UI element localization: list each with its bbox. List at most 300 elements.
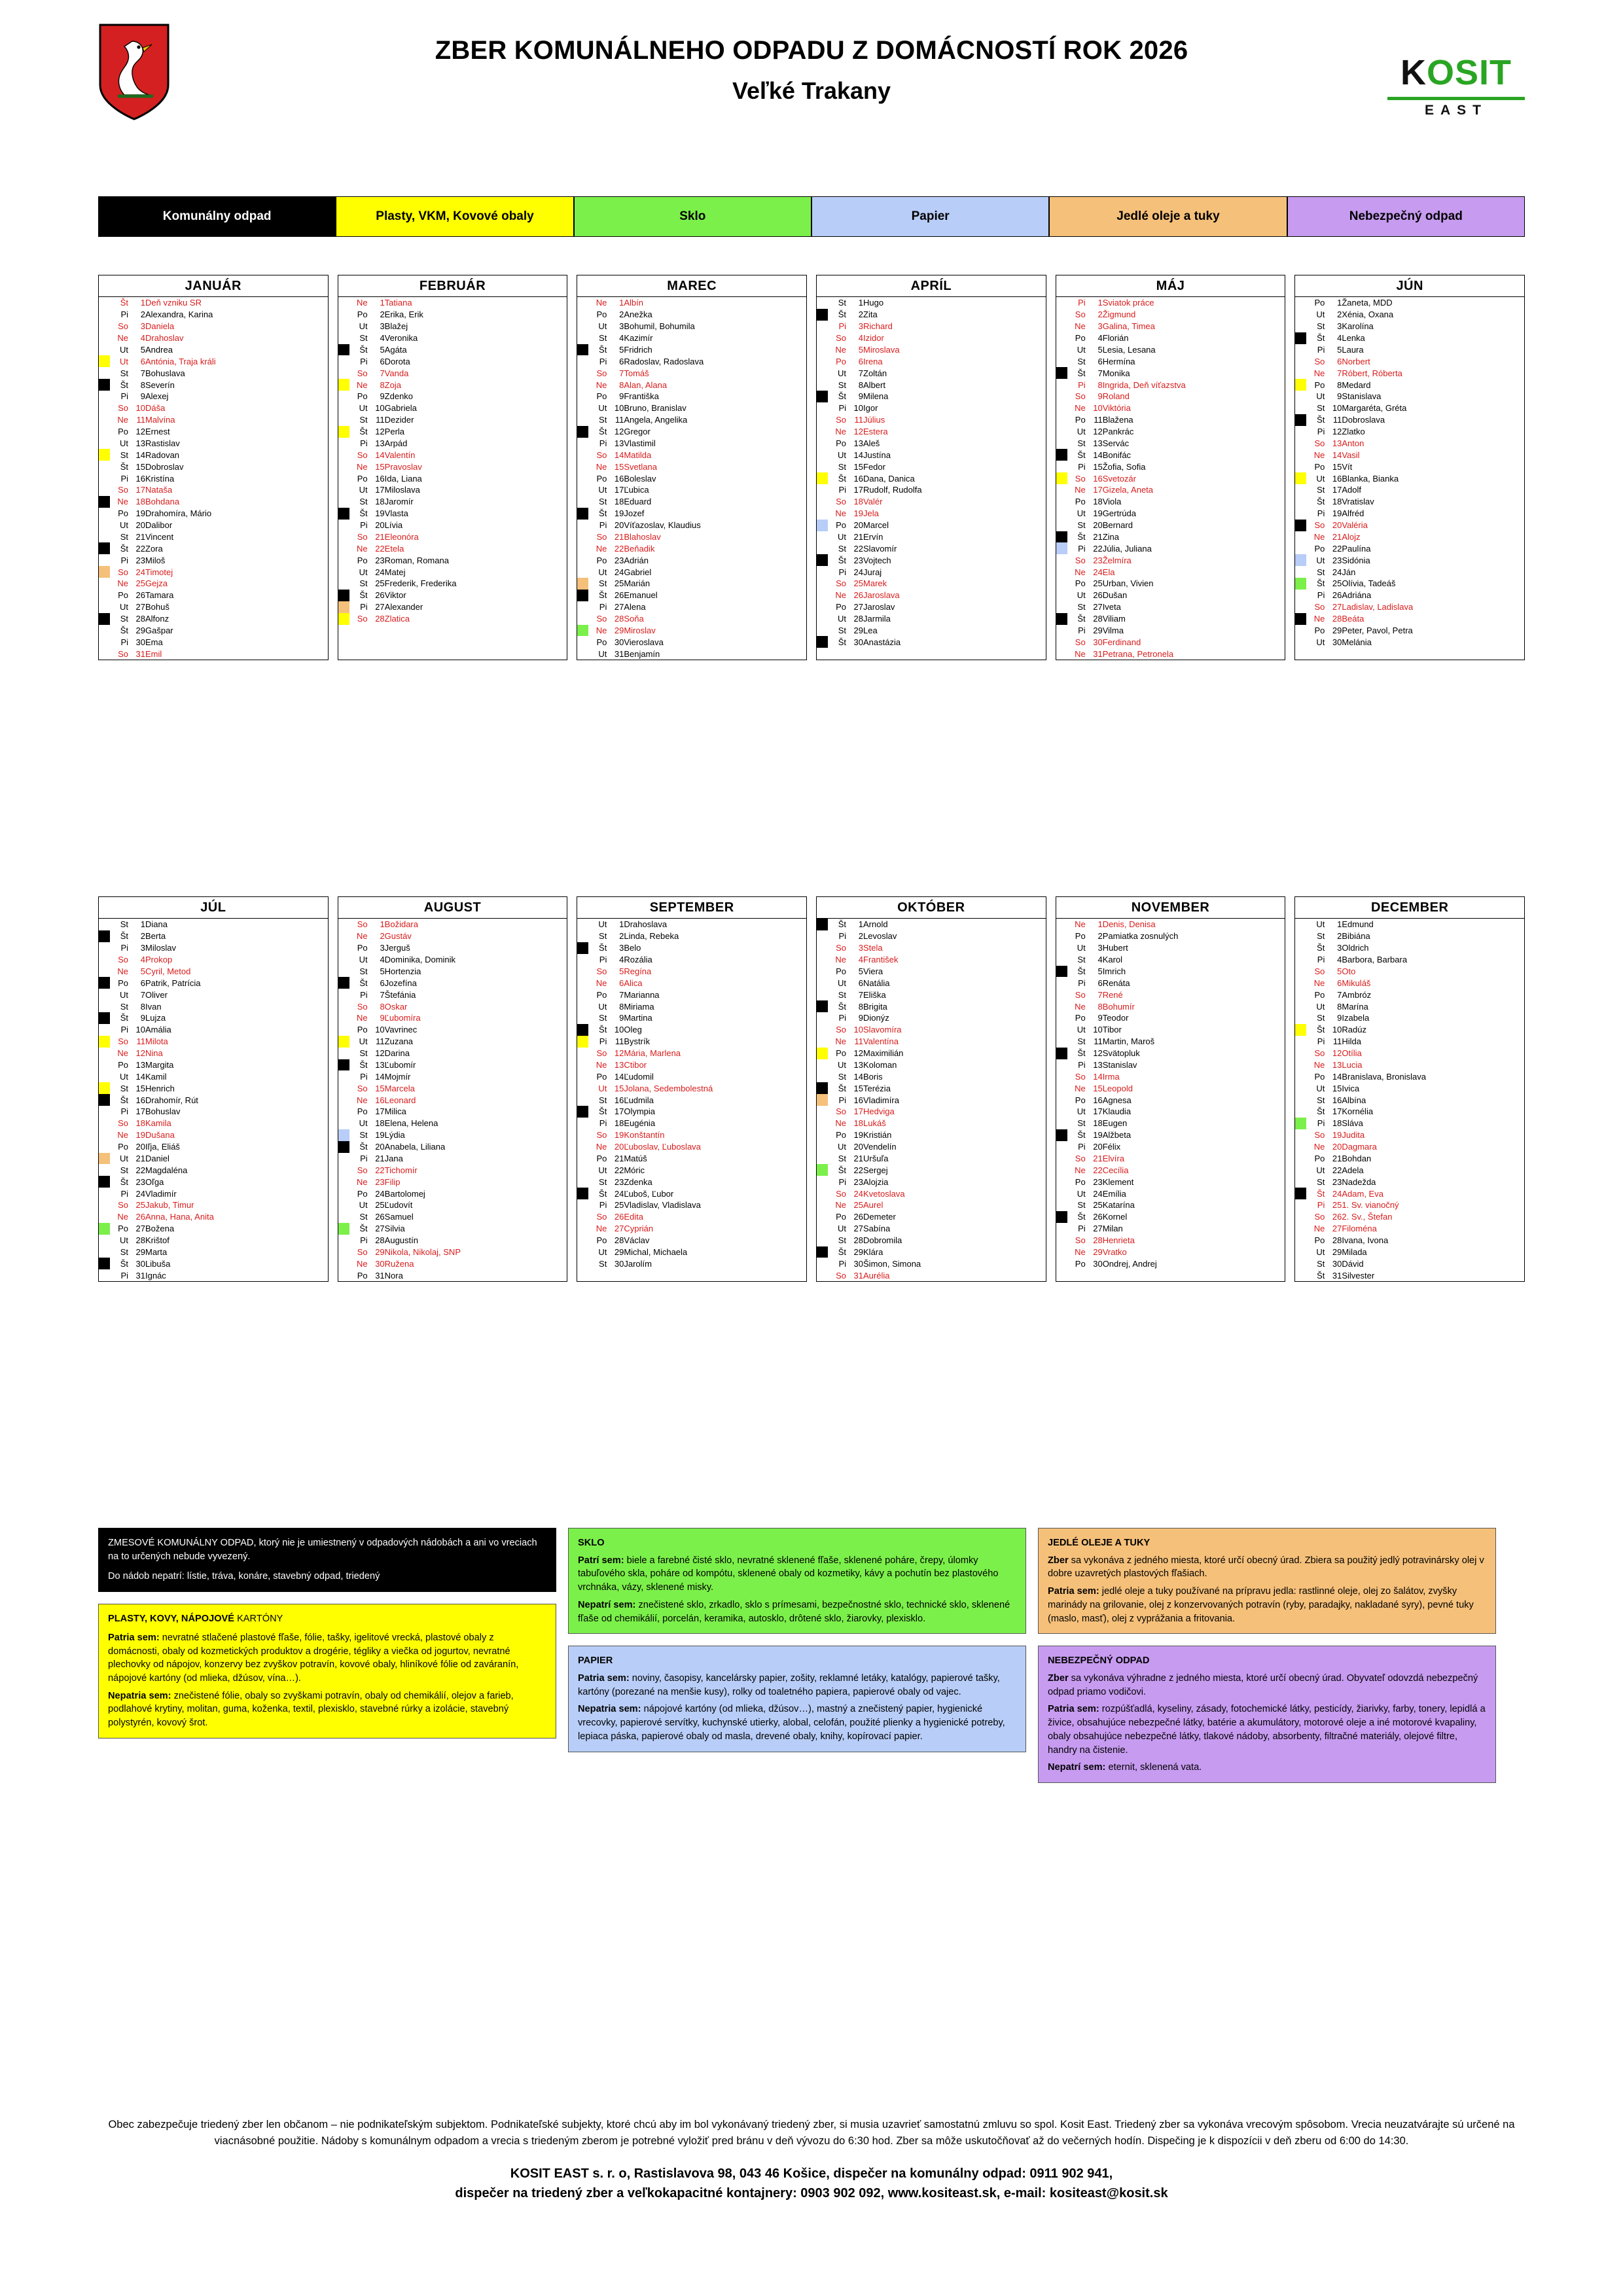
weekday-label: Ne (117, 1048, 128, 1059)
collection-marker (1295, 391, 1306, 402)
day-number: 31 (135, 1270, 145, 1280)
paper-belongs-label: Patria sem: (578, 1673, 630, 1684)
collection-marker (817, 1188, 828, 1199)
nameday-label: Jolana, Sedembolestná (624, 1083, 713, 1093)
nameday-label: Vladimír (145, 1188, 177, 1199)
weekday-label: Št (838, 1001, 847, 1012)
weekday-label: Ut (120, 602, 128, 612)
day-number: 27 (614, 602, 624, 612)
day-row (577, 297, 806, 309)
day-row (99, 1211, 328, 1223)
collection-marker (338, 379, 349, 391)
day-number: 15 (135, 461, 145, 472)
day-number: 3 (380, 943, 385, 953)
weekday-label: St (1317, 1095, 1325, 1105)
weekday-label: Pi (838, 403, 847, 414)
day-row (817, 321, 1046, 332)
nameday-label: Milan (1102, 1224, 1123, 1234)
day-number: 20 (614, 1142, 624, 1152)
day-number: 8 (619, 380, 624, 390)
day-number: 23 (375, 1176, 385, 1187)
nameday-label: Ondrej, Andrej (1102, 1258, 1157, 1269)
day-row (338, 1024, 567, 1036)
day-row (1295, 1176, 1524, 1188)
nameday-label: Nadežda (1342, 1176, 1376, 1187)
day-row (99, 531, 328, 543)
day-row (1056, 636, 1285, 648)
weekday-label: St (1077, 520, 1086, 531)
day-row (99, 1012, 328, 1024)
weekday-label: Št (599, 590, 607, 601)
day-row (99, 966, 328, 978)
collection-marker (1295, 954, 1306, 966)
day-row (1056, 1235, 1285, 1246)
nameday-label: Vlastimil (624, 438, 656, 448)
day-number: 25 (1332, 1200, 1342, 1210)
day-number: 11 (1332, 415, 1342, 425)
day-number: 23 (853, 1176, 864, 1187)
weekday-label: Ne (835, 427, 847, 437)
collection-marker (99, 297, 110, 309)
day-number: 15 (1332, 1083, 1342, 1093)
day-row (1056, 989, 1285, 1000)
nameday-label: Branislava, Bronislava (1342, 1071, 1426, 1082)
day-row (338, 1094, 567, 1106)
day-number: 11 (615, 1036, 624, 1047)
paper-not-label: Nepatria sem: (578, 1704, 641, 1715)
weekday-label: Po (118, 590, 128, 601)
day-number: 16 (1093, 473, 1103, 484)
weekday-label: Pi (599, 955, 607, 965)
collection-marker (338, 1223, 349, 1235)
weekday-label: Po (596, 555, 607, 565)
day-row (99, 1188, 328, 1199)
day-row (1056, 590, 1285, 601)
day-row (1056, 1199, 1285, 1211)
day-number: 12 (135, 1048, 145, 1059)
nameday-label: Bartolomej (384, 1188, 425, 1199)
day-row (1295, 1269, 1524, 1281)
day-row (817, 954, 1046, 966)
weekday-label: So (836, 415, 847, 425)
collection-marker (577, 426, 588, 438)
weekday-label: Ut (1316, 1165, 1325, 1175)
day-row (817, 977, 1046, 989)
collection-marker (1295, 1059, 1306, 1071)
weekday-label: Št (838, 309, 847, 320)
weekday-label: Ut (1316, 919, 1325, 930)
weekday-label: Pi (1078, 1059, 1086, 1070)
day-number: 6 (1097, 356, 1103, 366)
weekday-label: Ne (117, 1130, 128, 1140)
day-number: 30 (1093, 1258, 1103, 1269)
day-row (817, 613, 1046, 625)
weekday-label: So (1314, 1130, 1325, 1140)
weekday-label: Št (120, 1013, 128, 1023)
day-row (577, 332, 806, 344)
weekday-label: Po (596, 637, 607, 647)
day-number: 26 (135, 590, 145, 601)
nameday-label: Jana (384, 1153, 403, 1163)
day-row (1295, 554, 1524, 566)
weekday-label: St (359, 578, 368, 589)
day-number: 23 (135, 555, 145, 565)
weekday-label: Po (1314, 625, 1325, 635)
nameday-label: Vanda (384, 368, 409, 378)
nameday-label: Dobromila (863, 1235, 902, 1246)
nameday-label: Róbert, Róberta (1342, 368, 1402, 378)
weekday-label: Ne (1075, 485, 1086, 495)
collection-marker (817, 1000, 828, 1012)
day-number: 21 (375, 531, 385, 542)
weekday-label: Pi (1078, 298, 1086, 308)
collection-marker (577, 1199, 588, 1211)
collection-marker (1295, 531, 1306, 543)
day-number: 12 (1332, 427, 1342, 437)
weekday-label: St (838, 1153, 847, 1163)
month-jún (1294, 275, 1525, 660)
collection-marker (1056, 1082, 1067, 1094)
collection-marker (577, 590, 588, 601)
day-row (1295, 954, 1524, 966)
collection-marker (338, 426, 349, 438)
collection-marker (817, 426, 828, 438)
collection-marker (577, 1059, 588, 1071)
month-marec (577, 275, 807, 660)
collection-marker (338, 1258, 349, 1269)
day-number: 25 (1093, 1200, 1103, 1210)
weekday-label: St (838, 461, 847, 472)
nameday-label: Fedor (863, 461, 885, 472)
collection-marker (338, 590, 349, 601)
month-február (338, 275, 568, 660)
collection-marker (817, 438, 828, 450)
weekday-label: Pi (838, 1095, 847, 1105)
weekday-label: Pi (360, 989, 368, 1000)
logo-osit-letters: OSIT (1426, 53, 1512, 92)
collection-marker (338, 1106, 349, 1118)
nameday-label: Albína (1342, 1095, 1366, 1105)
day-number: 18 (853, 497, 864, 507)
weekday-label: Št (1077, 1130, 1086, 1140)
day-number: 27 (135, 602, 145, 612)
day-row (577, 449, 806, 461)
nameday-label: Lenka (1342, 333, 1365, 344)
day-number: 19 (614, 1130, 624, 1140)
collection-marker (1056, 472, 1067, 484)
day-number: 23 (1093, 1176, 1103, 1187)
day-number: 5 (140, 344, 145, 355)
weekday-label: So (118, 485, 128, 495)
day-number: 24 (1332, 1188, 1342, 1199)
weekday-label: St (599, 333, 607, 344)
day-number: 14 (614, 450, 624, 460)
nameday-label: Denis, Denisa (1102, 919, 1156, 930)
day-row (577, 1223, 806, 1235)
collection-marker (1295, 613, 1306, 625)
nameday-label: Božena (145, 1224, 175, 1234)
nameday-label: Mojmír (384, 1071, 411, 1082)
day-row (1056, 966, 1285, 978)
nameday-label: Zlatko (1342, 427, 1365, 437)
weekday-label: So (1075, 309, 1086, 320)
weekday-label: Pi (360, 1235, 368, 1246)
collection-marker (577, 977, 588, 989)
day-row (1056, 648, 1285, 660)
weekday-label: Ne (1075, 1083, 1086, 1093)
day-number: 13 (614, 438, 624, 448)
weekday-label: Ut (838, 1142, 847, 1152)
weekday-label: So (1314, 438, 1325, 448)
collection-marker (577, 472, 588, 484)
day-row (99, 379, 328, 391)
weekday-label: Po (836, 520, 847, 531)
nameday-label: Timotej (145, 567, 173, 577)
day-number: 5 (1097, 966, 1103, 976)
weekday-label: Ut (1316, 473, 1325, 484)
weekday-label: Št (838, 919, 847, 930)
nameday-label: František (863, 955, 899, 965)
day-row (817, 542, 1046, 554)
collection-marker (99, 1223, 110, 1235)
collection-marker (1056, 531, 1067, 543)
page-title: ZBER KOMUNÁLNEHO ODPADU Z DOMÁCNOSTÍ ROK 2026 (435, 36, 1188, 65)
day-row (817, 636, 1046, 648)
collection-marker (577, 930, 588, 942)
nameday-label: Radoslav, Radoslava (624, 356, 704, 366)
collection-marker (817, 531, 828, 543)
day-row (99, 1141, 328, 1153)
collection-marker (1056, 1188, 1067, 1199)
collection-marker (577, 531, 588, 543)
collection-marker (338, 391, 349, 402)
day-row (338, 590, 567, 601)
weekday-label: So (596, 450, 607, 460)
day-number: 5 (140, 966, 145, 976)
day-row (577, 1000, 806, 1012)
weekday-label: So (1075, 1153, 1086, 1163)
day-number: 14 (614, 1071, 624, 1082)
collection-marker (577, 367, 588, 379)
day-row (99, 297, 328, 309)
day-number: 30 (853, 637, 864, 647)
day-number: 4 (140, 333, 145, 344)
day-number: 24 (614, 1188, 624, 1199)
day-number: 15 (614, 1083, 624, 1093)
day-number: 29 (1332, 625, 1342, 635)
day-number: 1 (619, 919, 624, 930)
collection-marker (1295, 1048, 1306, 1059)
nameday-label: Silvester (1342, 1270, 1375, 1280)
nameday-label: Edmund (1342, 919, 1374, 930)
weekday-label: Po (596, 1153, 607, 1163)
nameday-label: Ivica (1342, 1083, 1360, 1093)
day-number: 2 (1337, 931, 1342, 942)
weekday-label: St (1317, 1176, 1325, 1187)
collection-marker (1056, 1106, 1067, 1118)
legend-item-2: Sklo (574, 196, 812, 237)
day-row (338, 391, 567, 402)
collection-marker (338, 321, 349, 332)
day-row (577, 414, 806, 426)
collection-marker (577, 391, 588, 402)
day-row (817, 402, 1046, 414)
weekday-label: Št (599, 427, 607, 437)
day-row (1056, 977, 1285, 989)
day-row (99, 472, 328, 484)
day-number: 6 (380, 978, 385, 988)
weekday-label: Ut (1077, 344, 1086, 355)
nameday-label: René (1102, 989, 1123, 1000)
day-row (99, 989, 328, 1000)
day-row (1056, 355, 1285, 367)
nameday-label: Amália (145, 1025, 171, 1035)
nameday-label: Vlasta (384, 508, 408, 519)
collection-marker (338, 566, 349, 578)
nameday-label: Kamila (145, 1118, 171, 1129)
day-number: 3 (380, 321, 385, 332)
day-number: 19 (135, 508, 145, 519)
weekday-label: Ut (598, 1246, 607, 1257)
day-row (1056, 1012, 1285, 1024)
day-row (99, 554, 328, 566)
day-number: 5 (380, 966, 385, 976)
collection-marker (817, 554, 828, 566)
weekday-label: Ne (1075, 1165, 1086, 1175)
nameday-label: Katarína (1102, 1200, 1135, 1210)
weekday-label: Ne (1313, 1059, 1325, 1070)
day-number: 2 (858, 309, 864, 320)
weekday-label: Ne (1313, 1224, 1325, 1234)
day-number: 11 (854, 415, 864, 425)
nameday-label: Iľja, Eliáš (145, 1142, 180, 1152)
day-number: 7 (858, 368, 864, 378)
nameday-label: Oliver (145, 989, 168, 1000)
collection-marker (99, 590, 110, 601)
weekday-label: Št (120, 931, 128, 942)
weekday-label: So (836, 1270, 847, 1280)
day-row (577, 613, 806, 625)
weekday-label: Pi (1078, 461, 1086, 472)
day-row (1056, 496, 1285, 508)
collection-marker (338, 332, 349, 344)
nameday-label: Milica (384, 1106, 406, 1117)
day-number: 13 (614, 1059, 624, 1070)
weekday-label: Po (1075, 578, 1086, 589)
collection-marker (338, 438, 349, 450)
collection-marker (817, 977, 828, 989)
nameday-label: 1. Sv. vianočný (1342, 1200, 1399, 1210)
day-number: 28 (135, 1235, 145, 1246)
weekday-label: So (357, 368, 368, 378)
day-number: 17 (614, 1106, 624, 1117)
day-row (1056, 449, 1285, 461)
day-number: 27 (853, 1224, 864, 1234)
collection-marker (1295, 1082, 1306, 1094)
day-number: 1 (140, 919, 145, 930)
day-number: 28 (853, 1235, 864, 1246)
collection-marker (817, 601, 828, 613)
day-number: 30 (375, 1258, 385, 1269)
day-row (577, 1211, 806, 1223)
collection-marker (99, 919, 110, 930)
month-november (1056, 896, 1286, 1282)
collection-marker (338, 1188, 349, 1199)
day-row (1295, 1246, 1524, 1258)
weekday-label: So (596, 966, 607, 976)
collection-marker (99, 531, 110, 543)
day-number: 18 (853, 1118, 864, 1129)
day-row (1056, 309, 1285, 321)
nameday-label: Xénia, Oxana (1342, 309, 1394, 320)
collection-marker (338, 977, 349, 989)
collection-marker (1056, 484, 1067, 496)
nameday-label: Aurélia (863, 1270, 890, 1280)
day-row (1295, 1024, 1524, 1036)
day-row (1295, 1164, 1524, 1176)
collection-marker (99, 613, 110, 625)
day-row (99, 484, 328, 496)
nameday-label: Levoslav (863, 931, 897, 942)
day-row (99, 578, 328, 590)
nameday-label: Lujza (145, 1013, 166, 1023)
weekday-label: Po (836, 602, 847, 612)
nameday-label: Etela (384, 543, 404, 554)
nameday-label: Olívia, Tadeáš (1342, 578, 1396, 589)
day-row (817, 391, 1046, 402)
weekday-label: Št (838, 391, 847, 402)
weekday-label: Št (359, 590, 368, 601)
day-row (817, 1258, 1046, 1269)
weekday-label: So (357, 919, 368, 930)
day-row (817, 355, 1046, 367)
day-number: 11 (1332, 1036, 1342, 1047)
weekday-label: Ne (596, 1142, 607, 1152)
day-row (1295, 966, 1524, 978)
collection-marker (577, 1211, 588, 1223)
weekday-label: St (1077, 955, 1086, 965)
day-row (577, 919, 806, 930)
day-row (817, 379, 1046, 391)
day-row (338, 1059, 567, 1071)
collection-marker (99, 344, 110, 356)
weekday-label: Ne (835, 955, 847, 965)
day-number: 2 (858, 931, 864, 942)
day-row (1056, 472, 1285, 484)
day-number: 5 (858, 344, 864, 355)
day-row (1056, 1129, 1285, 1141)
day-row (99, 367, 328, 379)
day-number: 16 (1332, 473, 1342, 484)
weekday-label: Ut (838, 368, 847, 378)
collection-marker (1056, 379, 1067, 391)
collection-marker (1056, 1059, 1067, 1071)
plastics-title: PLASTY, KOVY, NÁPOJOVÉ (108, 1614, 235, 1625)
day-number: 7 (619, 368, 624, 378)
weekday-label: So (836, 1188, 847, 1199)
day-row (1056, 542, 1285, 554)
hazard-intro-label: Zber (1048, 1673, 1069, 1684)
day-number: 9 (1097, 391, 1103, 402)
nameday-label: Ctibor (624, 1059, 647, 1070)
day-row (577, 309, 806, 321)
day-number: 16 (614, 473, 624, 484)
collection-marker (817, 1012, 828, 1024)
day-number: 21 (614, 531, 624, 542)
nameday-label: Bohdan (1342, 1153, 1372, 1163)
weekday-label: Št (120, 1258, 128, 1269)
day-row (1056, 344, 1285, 356)
